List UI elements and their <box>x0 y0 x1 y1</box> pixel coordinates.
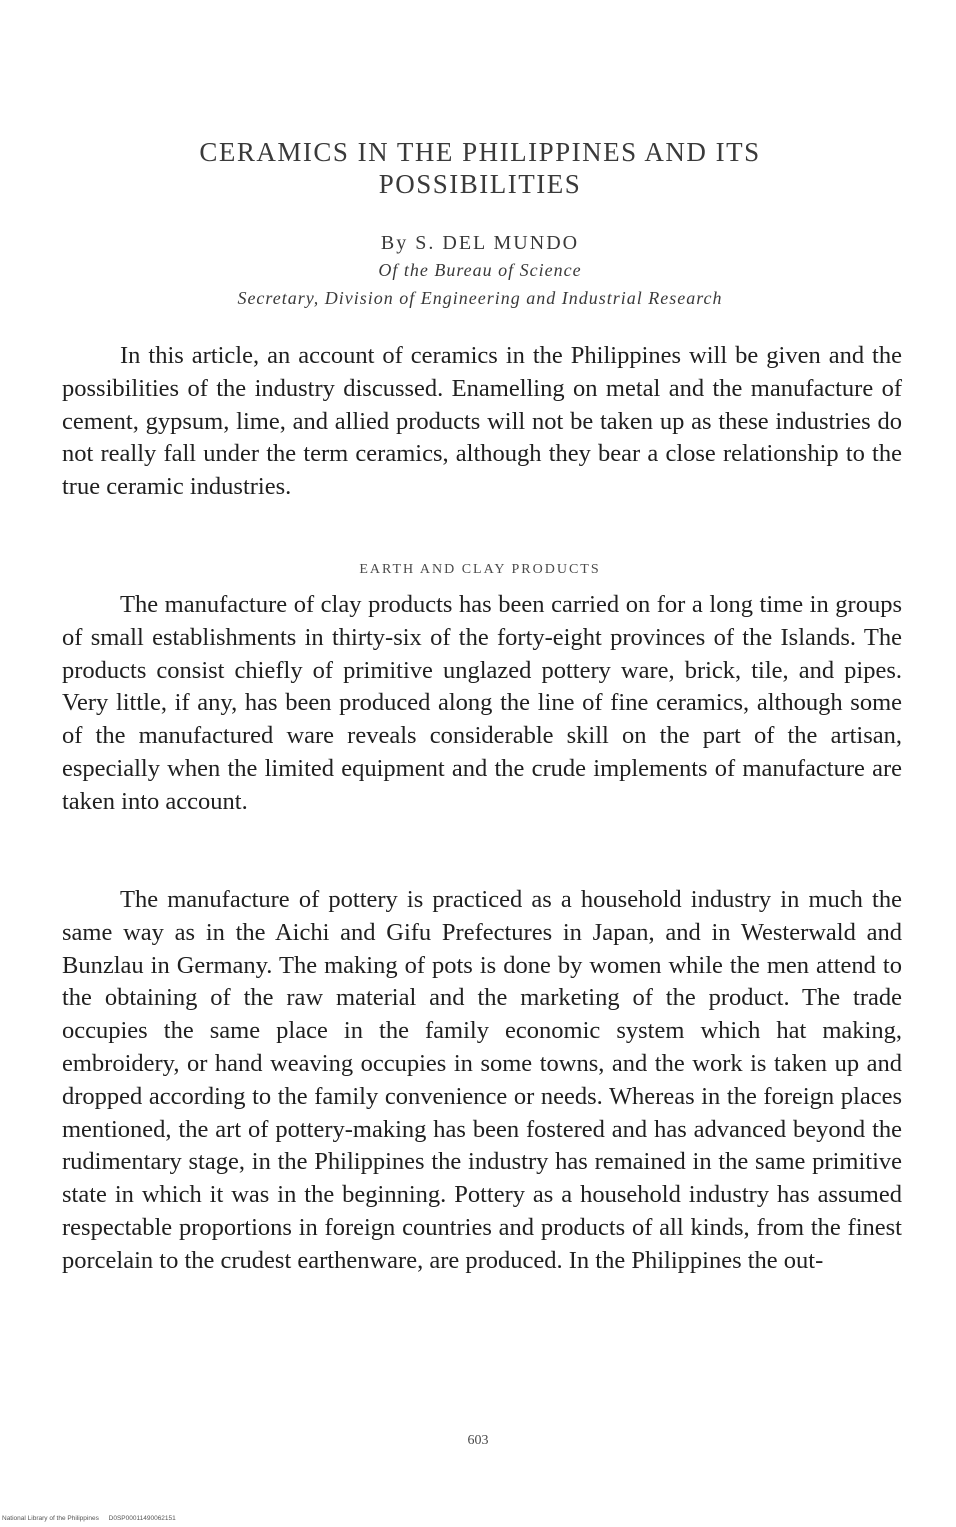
pottery-paragraph: The manufacture of pottery is practiced as a household industry in much the same way as in the Aichi and Gifu Prefectures in Japan, and in Westerwald and Bunzlau in Germany. The making of pots is done by women while the men attend to the obtaining of the raw material and the marketing of the product. The trade occupies the same place in the family economic system which hat making, embroidery, or hand weaving occupies in some towns, and the work is taken up and dropped according to the family convenience or needs. Whereas in the foreign places mentioned, the art of pottery-making has been fostered and has advanced beyond the rudimentary stage, in the Philippines the industry has remained in the same primitive state in which it was in the beginning. Pottery as a household industry has assumed respectable proportions in foreign countries and products of all kinds, from the finest porcelain to the crudest earthenware, are produced. In the Philippines the out- <box>62 886 902 1274</box>
clay-products-paragraph: The manufacture of clay products has been carried on for a long time in groups of small establishments in thirty-six of the forty-eight provinces of the Islands. The products consist chiefly of primitive unglazed pottery ware, brick, tile, and pipes. Very little, if any, has been produced along the line of fine ceramics, although some of the manufactured ware reveals considerable skill on the part of the artisan, especially when the limited equipment and the crude implements of manufacture are taken into account. <box>62 591 902 815</box>
author-byline: By S. DEL MUNDO <box>380 232 580 254</box>
footer-note <box>2 1515 184 1522</box>
author-position: Secretary, Division of Engineering and Industrial Research <box>237 288 723 308</box>
article-title: CERAMICS IN THE PHILIPPINES AND ITS POSSIBILITIES <box>199 137 761 199</box>
footer-library: National Library of the Philippines <box>2 1515 99 1522</box>
section-heading: EARTH AND CLAY PRODUCTS <box>359 562 601 577</box>
author-affiliation: Of the Bureau of Science <box>378 260 582 280</box>
page-number: 603 <box>467 1433 489 1448</box>
intro-paragraph: In this article, an account of ceramics in the Philippines will be given and the possibilities of the industry discussed. Enamelling on metal and the manufacture of cement, gypsum, lime, and allied products will not be taken up as these industries do not really fall under the term ceramics, although they bear a close relationship to the true ceramic industries. <box>62 342 902 501</box>
footer-code: D0SP00011490062151 <box>108 1515 176 1522</box>
